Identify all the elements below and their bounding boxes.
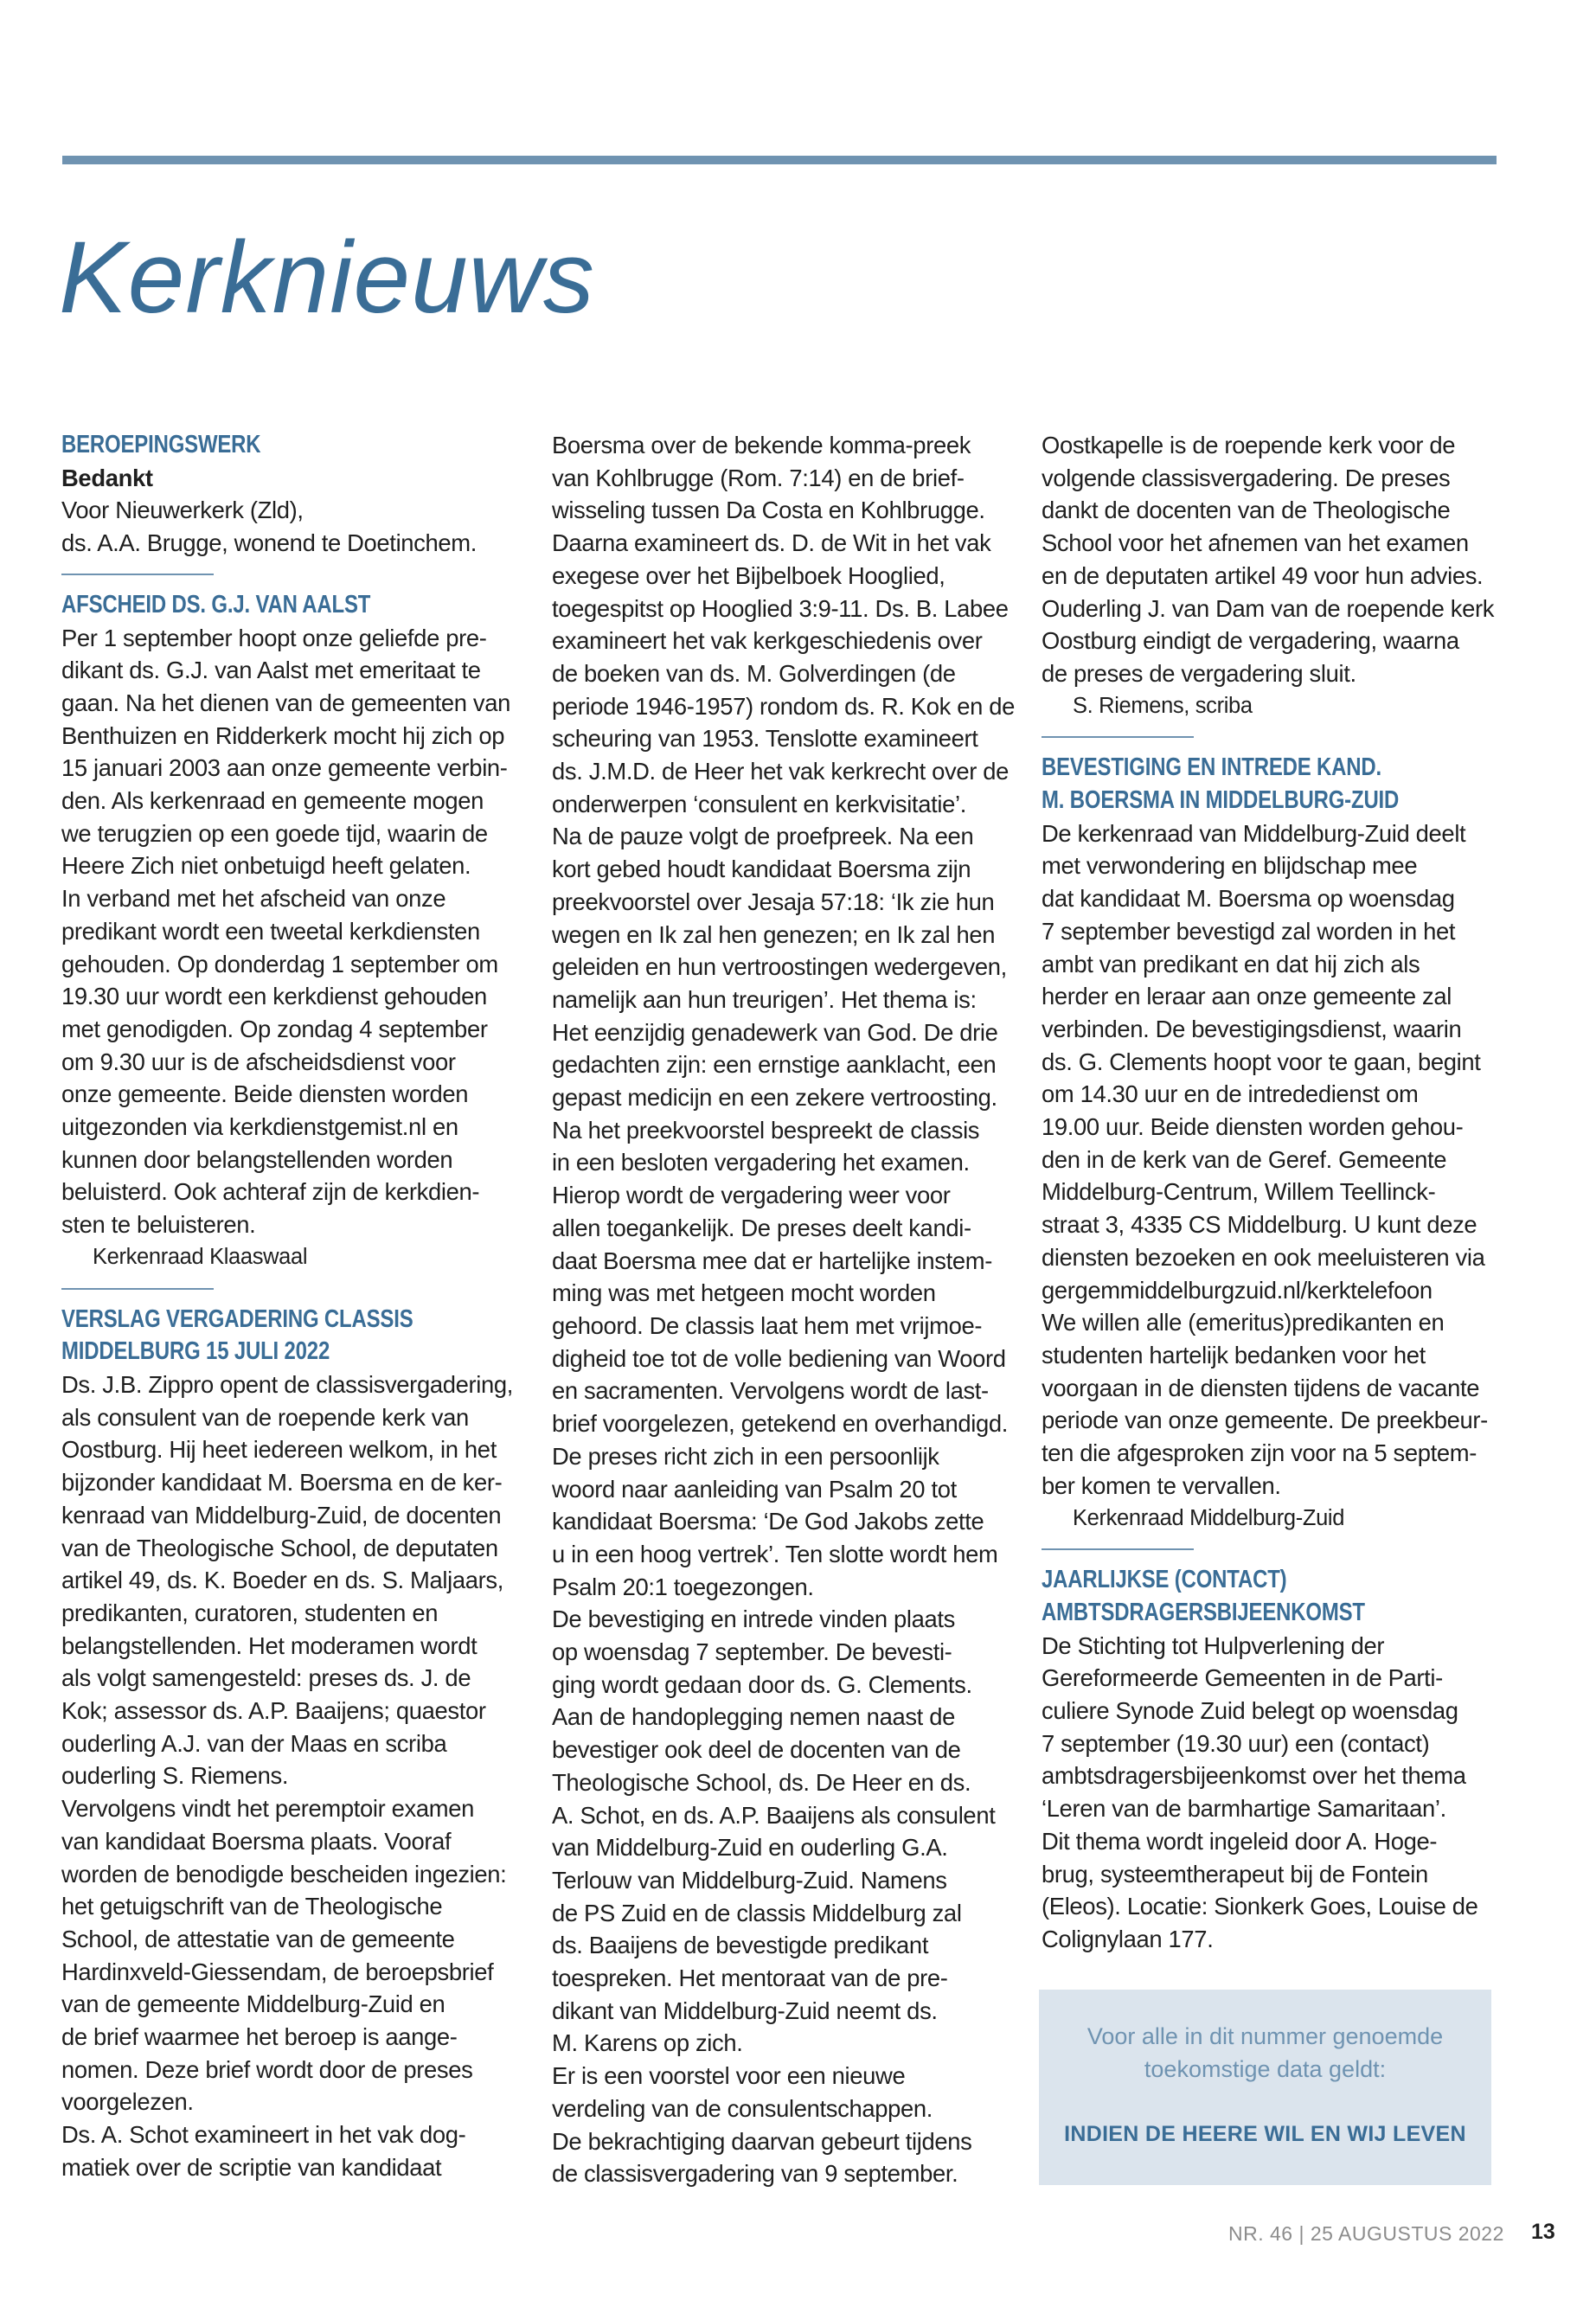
text-line: Na het preekvoorstel bespreekt de classis <box>552 1116 980 1144</box>
text-line: ds. J.M.D. de Heer het vak kerkrecht over de <box>552 758 1010 785</box>
article-body-verslag-end <box>1042 429 1513 690</box>
text-line: School, de attestatie van de gemeente <box>61 1925 455 1952</box>
text-line: In verband met het afscheid van onze <box>61 885 446 913</box>
column-2 <box>552 429 1023 2190</box>
text-line: van kandidaat Boersma plaats. Vooraf <box>61 1827 452 1855</box>
text-line: onze gemeente. Beide diensten worden <box>61 1080 469 1108</box>
text-line: gergemmiddelburgzuid.nl/kerktelefoon <box>1042 1276 1433 1304</box>
text-line: om 14.30 uur en de intrededienst om <box>1042 1080 1419 1108</box>
text-line: Dit thema wordt ingeleid door A. Hoge- <box>1042 1827 1438 1855</box>
text-line: verbinden. De bevestigingsdienst, waarin <box>1042 1015 1462 1042</box>
text-line: den in de kerk van de Geref. Gemeente <box>1042 1145 1447 1173</box>
article-body-verslag <box>61 1368 533 2184</box>
text-line: De bekrachtiging daarvan gebeurt tijdens <box>552 2127 972 2155</box>
text-line: ambtsdragersbijeenkomst over het thema <box>1042 1762 1466 1790</box>
text-line: den. Als kerkenraad en gemeente mogen <box>61 787 484 815</box>
text-line: dikant ds. G.J. van Aalst met emeritaat te <box>61 657 481 684</box>
text-line: volgende classisvergadering. De preses <box>1042 464 1451 491</box>
text-line: daat Boersma mee dat er hartelijke instem- <box>552 1247 992 1274</box>
text-line: van Middelburg-Zuid en ouderling G.A. <box>552 1834 948 1862</box>
text-line: ming was met hetgeen mocht worden <box>552 1279 936 1307</box>
text-line: ouderling A.J. van der Maas en scriba <box>61 1729 447 1757</box>
section-heading-bevestiging: BEVESTIGING EN INTREDE KAND. <box>1042 753 1382 782</box>
signature: Kerkenraad Middelburg-Zuid <box>1073 1505 1345 1530</box>
article-body-bevestiging <box>1042 817 1513 1503</box>
text-line: onderwerpen ‘consulent en kerkvisitatie’. <box>552 790 966 817</box>
text-line: Per 1 september hoopt onze geliefde pre- <box>61 624 487 651</box>
text-line: bevestiger ook deel de docenten van de <box>552 1736 961 1764</box>
text-line: (Eleos). Locatie: Sionkerk Goes, Louise de <box>1042 1893 1478 1920</box>
text-line: als volgt samengesteld: preses ds. J. de <box>61 1664 471 1692</box>
text-line: het getuigschrift van de Theologische <box>61 1893 443 1920</box>
article-body-afscheid <box>61 622 533 1241</box>
text-line: sten te beluisteren. <box>61 1211 256 1239</box>
text-line: Aan de handoplegging nemen naast de <box>552 1703 955 1731</box>
text-line: Ouderling J. van Dam van de roepende kerk <box>1042 594 1495 622</box>
text-line: Hierop wordt de vergadering weer voor <box>552 1182 951 1209</box>
text-line: digheid toe tot de volle bediening van Woord <box>552 1344 1006 1372</box>
text-line: de brief waarmee het beroep is aange- <box>61 2023 458 2051</box>
text-line: met genodigden. Op zondag 4 september <box>61 1015 488 1042</box>
text-line: allen toegankelijk. De preses deelt kandi- <box>552 1214 971 1241</box>
text-line: ouderling S. Riemens. <box>61 1762 289 1790</box>
section-divider <box>61 1288 214 1290</box>
text-line: De kerkenraad van Middelburg-Zuid deelt <box>1042 819 1466 847</box>
text-line: De bevestiging en intrede vinden plaats <box>552 1606 956 1633</box>
text-line: Kok; assessor ds. A.P. Baaijens; quaestor <box>61 1697 486 1725</box>
text-line: predikant wordt een tweetal kerkdiensten <box>61 917 480 945</box>
text-line: kunnen door belangstellenden worden <box>61 1145 453 1173</box>
article-body-verslag-continued <box>552 429 1023 2190</box>
text-line: ds. A.A. Brugge, wonend te Doetinchem. <box>61 529 478 557</box>
text-line: Vervolgens vindt het peremptoir examen <box>61 1795 474 1823</box>
text-line: periode 1946-1957) rondom ds. R. Kok en de <box>552 692 1015 720</box>
text-line: Gereformeerde Gemeenten in de Parti- <box>1042 1664 1443 1692</box>
text-line: De Stichting tot Hulpverlening der <box>1042 1631 1385 1659</box>
text-line: Boersma over de bekende komma-preek <box>552 432 971 458</box>
text-line: brief voorgelezen, getekend en overhandigd. <box>552 1410 1009 1438</box>
section-heading-bevestiging-line2: M. BOERSMA IN MIDDELBURG-ZUID <box>1042 786 1400 815</box>
text-line: voorgelezen. <box>61 2088 194 2116</box>
text-line: Theologische School, ds. De Heer en ds. <box>552 1768 971 1796</box>
text-line: exegese over het Bijbelboek Hooglied, <box>552 561 945 589</box>
text-line: Terlouw van Middelburg-Zuid. Namens <box>552 1866 947 1894</box>
text-line: wegen en Ik zal hen genezen; en Ik zal hen <box>552 920 996 948</box>
text-line: A. Schot, en ds. A.P. Baaijens als consulent <box>552 1801 996 1829</box>
text-line: examineert het vak kerkgeschiedenis over <box>552 627 983 655</box>
text-line: straat 3, 4335 CS Middelburg. U kunt deze <box>1042 1211 1477 1239</box>
text-line: toegespitst op Hooglied 3:9-11. Ds. B. Labee <box>552 594 1009 622</box>
text-line: wisseling tussen Da Costa en Kohlbrugge. <box>552 497 985 524</box>
text-line: Oostburg. Hij heet iedereen welkom, in het <box>61 1436 497 1464</box>
text-line: de boeken van ds. M. Golverdingen (de <box>552 659 956 687</box>
text-line: gehouden. Op donderdag 1 september om <box>61 950 498 977</box>
text-line: Daarna examineert ds. D. de Wit in het vak <box>552 529 991 557</box>
text-line: met verwondering en blijdschap mee <box>1042 852 1418 880</box>
text-line: Middelburg-Centrum, Willem Teellinck- <box>1042 1178 1436 1206</box>
page-title: Kerknieuws <box>59 221 595 335</box>
text-line: belangstellenden. Het moderamen wordt <box>61 1631 478 1659</box>
text-line: Ds. J.B. Zippro opent de classisvergadering, <box>61 1370 514 1398</box>
text-line: periode van onze gemeente. De preekbeur- <box>1042 1407 1488 1434</box>
footer-issue: NR. 46 | 25 AUGUSTUS 2022 <box>1228 2222 1504 2245</box>
text-line: studenten hartelijk bedanken voor het <box>1042 1341 1426 1368</box>
text-line: Psalm 20:1 toegezongen. <box>552 1573 814 1600</box>
text-line: u in een hoog vertrek’. Ten slotte wordt hem <box>552 1540 998 1567</box>
text-line: worden de benodigde bescheiden ingezien: <box>61 1860 507 1888</box>
text-line: van de Theologische School, de deputaten <box>61 1534 498 1561</box>
section-heading-jaarlijkse-line2: AMBTSDRAGERSBIJEENKOMST <box>1042 1598 1365 1626</box>
text-line: kenraad van Middelburg-Zuid, de docenten <box>61 1501 502 1529</box>
text-line: diensten bezoeken en ook meeluisteren via <box>1042 1243 1485 1271</box>
text-line: van Kohlbrugge (Rom. 7:14) en de brief- <box>552 464 965 491</box>
text-line: op woensdag 7 september. De bevesti- <box>552 1638 952 1666</box>
text-line: scheuring van 1953. Tenslotte examineert <box>552 725 978 753</box>
text-line: van de gemeente Middelburg-Zuid en <box>61 1990 445 2018</box>
notice-box <box>1039 1990 1491 2185</box>
column-1 <box>61 429 533 2184</box>
text-line: 19.00 uur. Beide diensten worden gehou- <box>1042 1113 1464 1141</box>
column-3 <box>1042 429 1513 1956</box>
text-line: ten die afgesproken zijn voor na 5 septem- <box>1042 1439 1477 1467</box>
text-line: 19.30 uur wordt een kerkdienst gehouden <box>61 983 487 1010</box>
text-line: 7 september bevestigd zal worden in het <box>1042 917 1456 945</box>
section-heading-afscheid: AFSCHEID DS. G.J. VAN AALST <box>61 590 371 619</box>
article-body-jaarlijkse <box>1042 1630 1513 1956</box>
text-line: 7 september (19.30 uur) een (contact) <box>1042 1729 1430 1757</box>
text-line: we terugzien op een goede tijd, waarin de <box>61 819 488 847</box>
text-line: culiere Synode Zuid belegt op woensdag <box>1042 1697 1458 1725</box>
notice-tagline: INDIEN DE HEERE WIL EN WIJ LEVEN <box>1064 2122 1466 2147</box>
text-line: toespreken. Het mentoraat van de pre- <box>552 1965 948 1992</box>
text-line: namelijk aan hun treurigen’. Het thema is: <box>552 985 977 1013</box>
text-line: om 9.30 uur is de afscheidsdienst voor <box>61 1048 456 1075</box>
text-line: herder en leraar aan onze gemeente zal <box>1042 983 1452 1010</box>
text-line: ging wordt gedaan door ds. G. Clements. <box>552 1670 972 1698</box>
text-line: Het eenzijdig genadewerk van God. De drie <box>552 1018 998 1046</box>
text-line: Er is een voorstel voor een nieuwe <box>552 2062 906 2090</box>
text-line: ds. Baaijens de bevestigde predikant <box>552 1932 929 1959</box>
text-line: Hardinxveld-Giessendam, de beroepsbrief <box>61 1958 494 1985</box>
text-line: ds. G. Clements hoopt voor te gaan, begint <box>1042 1048 1481 1075</box>
signature: Kerkenraad Klaaswaal <box>93 1244 308 1269</box>
page-number: 13 <box>1531 2220 1555 2244</box>
text-line: voorgaan in de diensten tijdens de vacante <box>1042 1374 1480 1401</box>
text-line: De preses richt zich in een persoonlijk <box>552 1442 939 1470</box>
text-line: als consulent van de roepende kerk van <box>61 1403 469 1431</box>
text-line: Voor Nieuwerkerk (Zld), <box>61 497 304 524</box>
text-line: dikant van Middelburg-Zuid neemt ds. <box>552 1997 938 2024</box>
text-line: uitgezonden via kerkdienstgemist.nl en <box>61 1113 458 1141</box>
text-line: en de deputaten artikel 49 voor hun advies. <box>1042 561 1484 589</box>
text-line: beluisterd. Ook achteraf zijn de kerkdien- <box>61 1178 480 1206</box>
text-line: kort gebed houdt kandidaat Boersma zijn <box>552 856 971 883</box>
signature: S. Riemens, scriba <box>1073 693 1253 718</box>
text-line: en sacramenten. Vervolgens wordt de last- <box>552 1377 989 1405</box>
text-line: Benthuizen en Ridderkerk mocht hij zich op <box>61 721 505 749</box>
text-line: dankt de docenten van de Theologische <box>1042 497 1451 524</box>
text-line: ‘Leren van de barmhartige Samaritaan’. <box>1042 1795 1446 1823</box>
text-line: gepast medicijn en een zekere vertroosting. <box>552 1084 997 1112</box>
text-line: Na de pauze volgt de proefpreek. Na een <box>552 823 974 850</box>
text-line: gedachten zijn: een ernstige aanklacht, een <box>552 1051 997 1079</box>
section-divider <box>1042 736 1194 738</box>
section-divider <box>1042 1548 1194 1550</box>
text-line: nomen. Deze brief wordt door de preses <box>61 2055 473 2083</box>
text-line: M. Karens op zich. <box>552 2029 743 2057</box>
text-line: geleiden en hun vertroostingen wedergeven, <box>552 953 1007 981</box>
section-heading-verslag-line2: MIDDELBURG 15 JULI 2022 <box>61 1337 330 1366</box>
text-line: artikel 49, ds. K. Boeder en ds. S. Maljaars, <box>61 1567 504 1594</box>
text-line: kandidaat Boersma: ‘De God Jakobs zette <box>552 1508 984 1535</box>
top-rule <box>62 156 1497 164</box>
text-line: Oostburg eindigt de vergadering, waarna <box>1042 627 1459 655</box>
text-line: in een besloten vergadering het examen. <box>552 1149 970 1176</box>
text-line: dat kandidaat M. Boersma op woensdag <box>1042 885 1455 913</box>
text-line: ambt van predikant en dat hij zich als <box>1042 950 1420 977</box>
text-line: matiek over de scriptie van kandidaat <box>61 2153 442 2181</box>
text-line: Ds. A. Schot examineert in het vak dog- <box>61 2121 466 2149</box>
text-line: gaan. Na het dienen van de gemeenten van <box>61 689 511 716</box>
text-line: gehoord. De classis laat hem met vrijmoe- <box>552 1311 983 1339</box>
text-line: de PS Zuid en de classis Middelburg zal <box>552 1899 962 1926</box>
text-line: Heere Zich niet onbetuigd heeft gelaten. <box>61 852 471 880</box>
text-line: brug, systeemtherapeut bij de Fontein <box>1042 1860 1428 1888</box>
text-line: ber komen te vervallen. <box>1042 1471 1281 1499</box>
text-line: verdeling van de consulentschappen. <box>552 2094 933 2122</box>
notice-line: Voor alle in dit nummer genoemde <box>1086 2023 1444 2049</box>
text-line: woord naar aanleiding van Psalm 20 tot <box>552 1475 957 1503</box>
text-line: School voor het afnemen van het examen <box>1042 529 1469 557</box>
text-line: bijzonder kandidaat M. Boersma en de ker- <box>61 1469 503 1497</box>
text-line: 15 januari 2003 aan onze gemeente verbin- <box>61 754 508 782</box>
notice-line: toekomstige data geldt: <box>1144 2055 1387 2082</box>
section-heading-jaarlijkse: JAARLIJKSE (CONTACT) <box>1042 1566 1287 1594</box>
text-line: We willen alle (emeritus)predikanten en <box>1042 1309 1445 1336</box>
section-heading-beroepingswerk: BEROEPINGSWERK <box>61 431 261 458</box>
text-line: Colignylaan 177. <box>1042 1925 1214 1952</box>
subheading-bedankt: Bedankt <box>61 464 153 491</box>
section-heading-verslag: VERSLAG VERGADERING CLASSIS <box>61 1304 413 1333</box>
text-line: predikanten, curatoren, studenten en <box>61 1599 439 1626</box>
text-line: de preses de vergadering sluit. <box>1042 659 1356 687</box>
section-divider <box>61 574 214 575</box>
text-line: de classisvergadering van 9 september. <box>552 2160 958 2188</box>
text-line: Oostkapelle is de roepende kerk voor de <box>1042 432 1456 458</box>
text-line: preekvoorstel over Jesaja 57:18: ‘Ik zie hun <box>552 888 995 915</box>
